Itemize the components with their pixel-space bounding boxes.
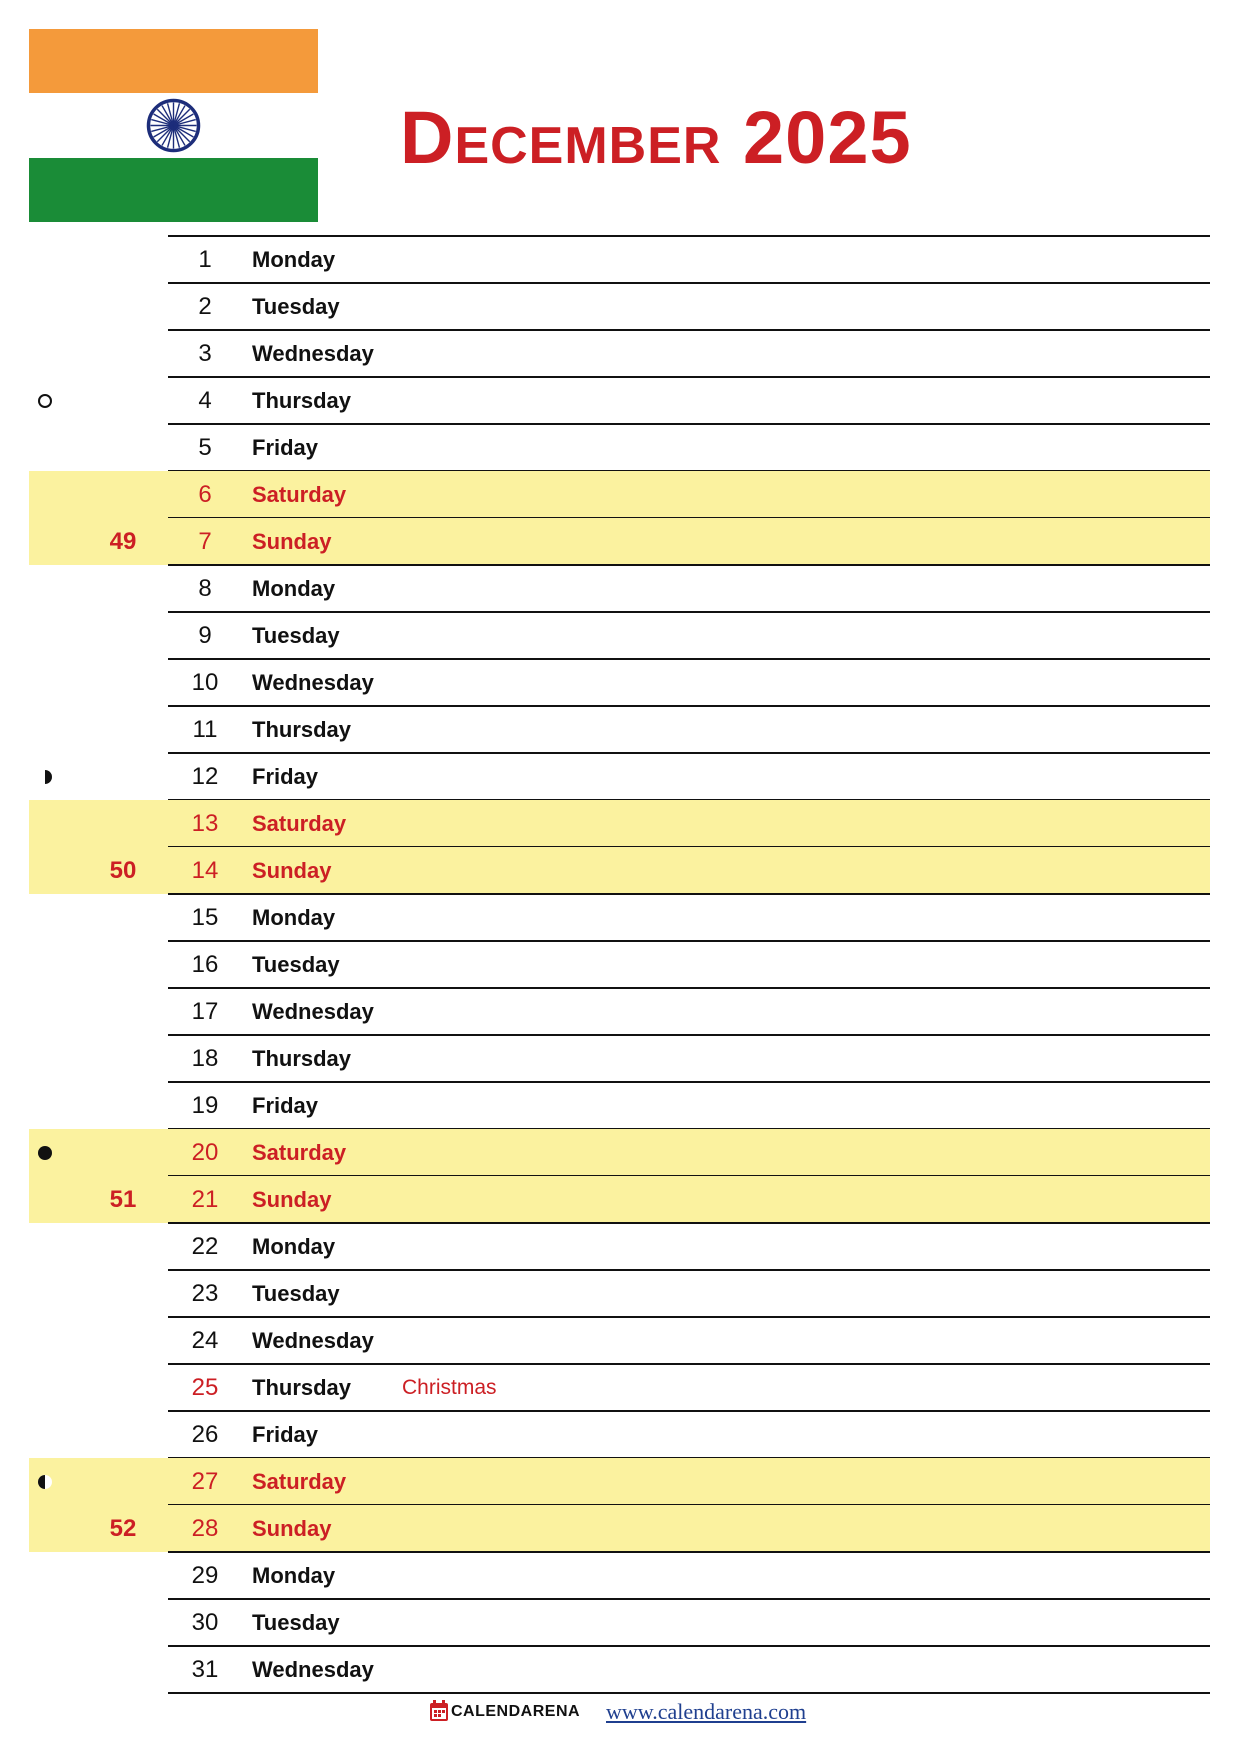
weekday-name: Thursday bbox=[252, 1046, 352, 1071]
footer-brand: CALENDARENA bbox=[451, 1703, 581, 1720]
day-number: 10 bbox=[191, 669, 219, 696]
day-number: 17 bbox=[191, 998, 219, 1025]
weekday-name: Monday bbox=[252, 905, 336, 930]
weekday-name: Monday bbox=[252, 1234, 336, 1259]
day-row bbox=[0, 1129, 1240, 1176]
weekday-name: Monday bbox=[252, 576, 336, 601]
weekday-name: Wednesday bbox=[252, 999, 374, 1024]
day-row bbox=[0, 518, 1240, 565]
weekday-name: Monday bbox=[252, 247, 336, 272]
day-number: 4 bbox=[198, 387, 212, 414]
day-number: 11 bbox=[192, 716, 218, 743]
week-number: 50 bbox=[109, 857, 137, 884]
weekday-name: Wednesday bbox=[252, 1657, 374, 1682]
day-number: 28 bbox=[191, 1515, 219, 1542]
weekday-name: Thursday bbox=[252, 1375, 352, 1400]
full-moon-icon bbox=[36, 392, 54, 410]
day-number: 27 bbox=[191, 1468, 219, 1495]
day-row bbox=[0, 1411, 1240, 1458]
day-row bbox=[0, 659, 1240, 706]
weekday-name: Saturday bbox=[252, 482, 347, 507]
weekday-name: Wednesday bbox=[252, 670, 374, 695]
day-number: 5 bbox=[198, 434, 212, 461]
day-number: 16 bbox=[191, 951, 219, 978]
day-row bbox=[0, 1505, 1240, 1552]
footer-url-link[interactable]: www.calendarena.com bbox=[606, 1699, 807, 1724]
weekday-name: Sunday bbox=[252, 529, 332, 554]
day-number: 8 bbox=[198, 575, 212, 602]
day-number: 29 bbox=[191, 1562, 219, 1589]
day-number: 13 bbox=[191, 810, 219, 837]
day-row bbox=[0, 565, 1240, 612]
day-number: 6 bbox=[198, 481, 212, 508]
weekday-name: Saturday bbox=[252, 1140, 347, 1165]
weekday-name: Saturday bbox=[252, 811, 347, 836]
day-number: 2 bbox=[198, 293, 212, 320]
weekday-name: Friday bbox=[252, 764, 319, 789]
weekday-name: Sunday bbox=[252, 1516, 332, 1541]
day-row bbox=[0, 1552, 1240, 1599]
day-row bbox=[0, 1223, 1240, 1270]
footer bbox=[0, 1692, 1240, 1732]
day-number: 18 bbox=[191, 1045, 219, 1072]
weekday-name: Sunday bbox=[252, 1187, 332, 1212]
day-row bbox=[0, 1176, 1240, 1223]
day-number: 23 bbox=[191, 1280, 219, 1307]
day-row bbox=[0, 800, 1240, 847]
day-number: 26 bbox=[191, 1421, 219, 1448]
weekday-name: Wednesday bbox=[252, 341, 374, 366]
weekday-name: Saturday bbox=[252, 1469, 347, 1494]
first-quarter-icon bbox=[36, 1473, 54, 1491]
holiday-label: Christmas bbox=[402, 1376, 497, 1399]
day-row bbox=[0, 706, 1240, 753]
day-row bbox=[0, 1364, 1240, 1411]
weekday-name: Sunday bbox=[252, 858, 332, 883]
day-row bbox=[0, 1270, 1240, 1317]
day-row bbox=[0, 424, 1240, 471]
day-number: 24 bbox=[191, 1327, 219, 1354]
day-number: 22 bbox=[191, 1233, 219, 1260]
day-number: 31 bbox=[191, 1656, 219, 1683]
weekday-name: Tuesday bbox=[252, 1281, 340, 1306]
day-number: 14 bbox=[191, 857, 219, 884]
day-number: 21 bbox=[191, 1186, 219, 1213]
day-number: 19 bbox=[191, 1092, 219, 1119]
day-row bbox=[0, 1317, 1240, 1364]
week-number: 51 bbox=[109, 1186, 137, 1213]
weekday-name: Thursday bbox=[252, 717, 352, 742]
day-number: 1 bbox=[198, 246, 212, 273]
week-number: 52 bbox=[109, 1515, 137, 1542]
day-number: 15 bbox=[191, 904, 219, 931]
day-row bbox=[0, 847, 1240, 894]
day-number: 9 bbox=[198, 622, 212, 649]
day-row bbox=[0, 1035, 1240, 1082]
day-number: 12 bbox=[191, 763, 219, 790]
calendar-icon bbox=[429, 1700, 449, 1722]
day-row bbox=[0, 330, 1240, 377]
day-number: 7 bbox=[198, 528, 212, 555]
weekday-name: Friday bbox=[252, 1422, 319, 1447]
week-number: 49 bbox=[109, 528, 137, 555]
day-row bbox=[0, 1646, 1240, 1693]
page-title: December 2025 bbox=[400, 96, 912, 179]
day-number: 30 bbox=[191, 1609, 219, 1636]
day-row bbox=[0, 753, 1240, 800]
day-number: 20 bbox=[191, 1139, 219, 1166]
day-row bbox=[0, 941, 1240, 988]
weekday-name: Friday bbox=[252, 435, 319, 460]
day-row bbox=[0, 283, 1240, 330]
day-row bbox=[0, 1599, 1240, 1646]
weekday-name: Friday bbox=[252, 1093, 319, 1118]
new-moon-icon bbox=[36, 1144, 54, 1162]
weekday-name: Tuesday bbox=[252, 1610, 340, 1635]
day-row bbox=[0, 988, 1240, 1035]
day-row bbox=[0, 1458, 1240, 1505]
day-number: 25 bbox=[191, 1374, 219, 1401]
day-row bbox=[0, 377, 1240, 424]
weekday-name: Tuesday bbox=[252, 952, 340, 977]
last-quarter-icon bbox=[36, 768, 54, 786]
day-row bbox=[0, 894, 1240, 941]
day-row bbox=[0, 471, 1240, 518]
weekday-name: Monday bbox=[252, 1563, 336, 1588]
weekday-name: Tuesday bbox=[252, 294, 340, 319]
weekday-name: Tuesday bbox=[252, 623, 340, 648]
weekday-name: Thursday bbox=[252, 388, 352, 413]
day-row bbox=[0, 612, 1240, 659]
day-number: 3 bbox=[198, 340, 212, 367]
weekday-name: Wednesday bbox=[252, 1328, 374, 1353]
day-row bbox=[0, 236, 1240, 283]
day-row bbox=[0, 1082, 1240, 1129]
